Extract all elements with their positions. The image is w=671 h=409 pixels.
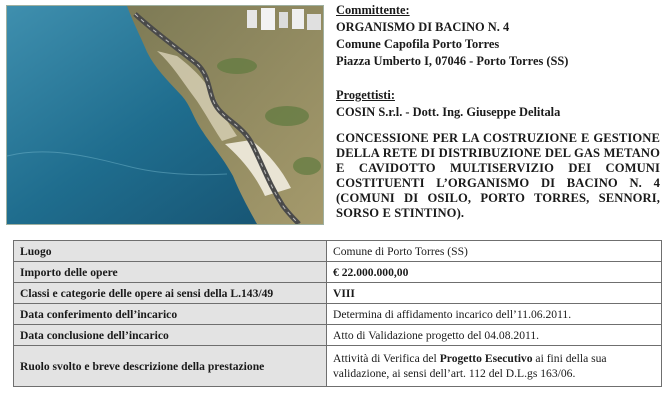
designers-label: Progettisti: <box>336 88 395 102</box>
table-row <box>14 304 662 325</box>
project-description: CONCESSIONE PER LA COSTRUZIONE E GESTIONE DELLA RETE DI DISTRIBUZIONE DEL GAS METANO E CAVIDOTTO MULTISERVIZIO DEI COMUNI COSTITUENTI L’ORGANISMO DI BACINO N. 4 (COMUNI DI OSILO, PORTO TORRES, SENNORI, SORSO E STINTINO). <box>336 131 660 220</box>
row-value-conclusion-date: Atto di Validazione progetto del 04.08.2011. <box>327 325 662 346</box>
client-address: Piazza Umberto I, 07046 - Porto Torres (SS) <box>336 54 569 68</box>
table-row <box>14 325 662 346</box>
table-row <box>14 262 662 283</box>
row-value-classes: VIII <box>327 283 662 304</box>
row-key-role: Ruolo svolto e breve descrizione della prestazione <box>14 346 327 387</box>
row-value-role <box>327 346 662 387</box>
role-text-start: Attività di Verifica del <box>333 352 440 365</box>
row-key-amount: Importo delle opere <box>14 262 327 283</box>
aerial-coast-photo <box>6 5 324 225</box>
project-info <box>336 2 660 221</box>
client-label: Committente: <box>336 3 410 17</box>
row-value-assignment-date: Determina di affidamento incarico dell’11.06.2011. <box>327 304 662 325</box>
project-details-table <box>13 240 662 387</box>
row-key-assignment-date: Data conferimento dell’incarico <box>14 304 327 325</box>
role-text-highlight: Progetto Esecutivo <box>439 352 533 365</box>
coast-illustration <box>7 6 323 224</box>
role-text-end: ai fini della sua validazione, ai sensi dell’art. 112 del D.L.gs 163/06. <box>333 352 607 380</box>
row-key-conclusion-date: Data conclusione dell’incarico <box>14 325 327 346</box>
row-value-location: Comune di Porto Torres (SS) <box>327 241 662 262</box>
row-key-classes: Classi e categorie delle opere ai sensi della L.143/49 <box>14 283 327 304</box>
row-key-location: Luogo <box>14 241 327 262</box>
table-row <box>14 346 662 387</box>
table-row <box>14 241 662 262</box>
row-value-amount: € 22.000.000,00 <box>327 262 662 283</box>
designers-name: COSIN S.r.l. - Dott. Ing. Giuseppe Delitala <box>336 105 561 119</box>
client-municipality: Comune Capofila Porto Torres <box>336 37 500 51</box>
table-row <box>14 283 662 304</box>
client-name: ORGANISMO DI BACINO N. 4 <box>336 20 510 34</box>
